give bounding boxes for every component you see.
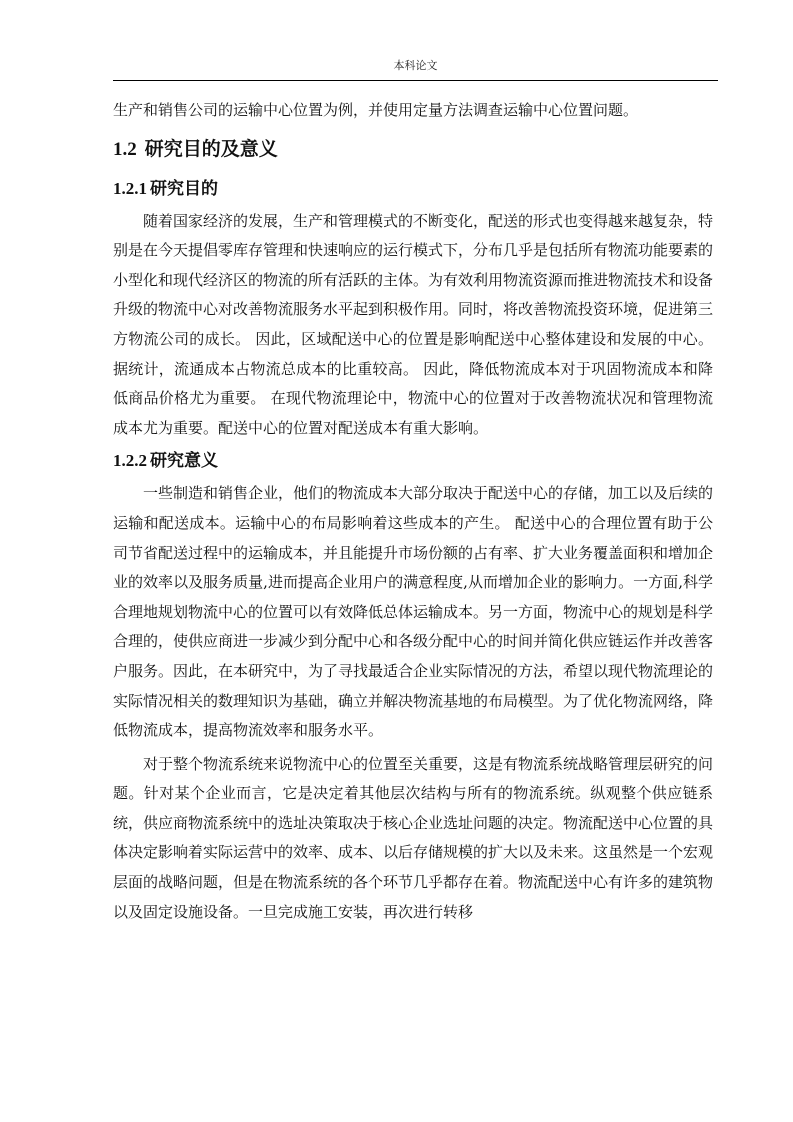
subsection-number: 1.2.2 bbox=[113, 451, 147, 471]
subsection-heading-1-2-2 bbox=[113, 445, 713, 477]
subsection-title: 研究意义 bbox=[150, 451, 218, 472]
section-title: 研究目的及意义 bbox=[144, 137, 278, 160]
paragraph-research-significance-2: 对于整个物流系统来说物流中心的位置至关重要，这是有物流系统战略管理层研究的问题。针对某个企业而言，它是决定着其他层次结构与所有的物流系统。纵观整个供应链系统，供应商物流系统中的选址决策取决于核心企业选址问题的决定。物流配送中心位置的具体决定影响着实际运营中的效率、成本、以后存储规模的扩大以及未来。这虽然是一个宏观层面的战略问题，但是在物流系统的各个环节几乎都存在着。物流配送中心有许多的建筑物以及固定设施设备。一旦完成施工安装，再次进行转移 bbox=[113, 754, 714, 921]
subsection-number: 1.2.1 bbox=[113, 178, 147, 198]
paragraph-research-purpose: 随着国家经济的发展，生产和管理模式的不断变化，配送的形式也变得越来越复杂，特别是在今天提倡零库存管理和快速响应的运行模式下，分布几乎是包括所有物流功能要素的小型化和现代经济区的物流的所有活跃的主体。为有效利用物流资源而推进物流技术和设备升级的物流中心对改善物流服务水平起到积极作用。同时，将改善物流投资环境，促进第三方物流公司的成长。 因此，区域配送中心的位置是影响配送中心整体建设和发展的中心。 据统计，流通成本占物流总成本的比重较高。 因此，降低物流成本对于巩固物流成本和降低商品价格尤为重要。 在现代物流理论中，物流中心的位置对于改善物流状况和管理物流成本尤为重要。配送中心的位置对配送成本有重大影响。 bbox=[113, 211, 714, 437]
page-content bbox=[113, 96, 713, 927]
opening-paragraph: 生产和销售公司的运输中心位置为例，并使用定量方法调查运输中心位置问题。 bbox=[113, 101, 639, 119]
header-divider bbox=[113, 80, 718, 81]
subsection-title: 研究目的 bbox=[150, 178, 218, 199]
section-heading-1-2 bbox=[113, 132, 713, 167]
section-number: 1.2 bbox=[113, 138, 137, 160]
running-header: 本科论文 bbox=[393, 59, 438, 72]
subsection-heading-1-2-1 bbox=[113, 173, 713, 205]
paragraph-research-significance-1: 一些制造和销售企业，他们的物流成本大部分取决于配送中心的存储，加工以及后续的运输和配送成本。运输中心的布局影响着这些成本的产生。 配送中心的合理位置有助于公司节省配送过程中的运输成本，并且能提升市场份额的占有率、扩大业务覆盖面积和增加企业的效率以及服务质量,进而提高企业用户的满意程度,从而增加企业的影响力。一方面,科学合理地规划物流中心的位置可以有效降低总体运输成本。另一方面，物流中心的规划是科学合理的，使供应商进一步减少到分配中心和各级分配中心的时间并简化供应链运作并改善客户服务。因此，在本研究中，为了寻找最适合企业实际情况的方法，希望以现代物流理论的实际情况相关的数理知识为基础，确立并解决物流基地的布局模型。为了优化物流网络，降低物流成本，提高物流效率和服务水平。 bbox=[113, 484, 714, 740]
